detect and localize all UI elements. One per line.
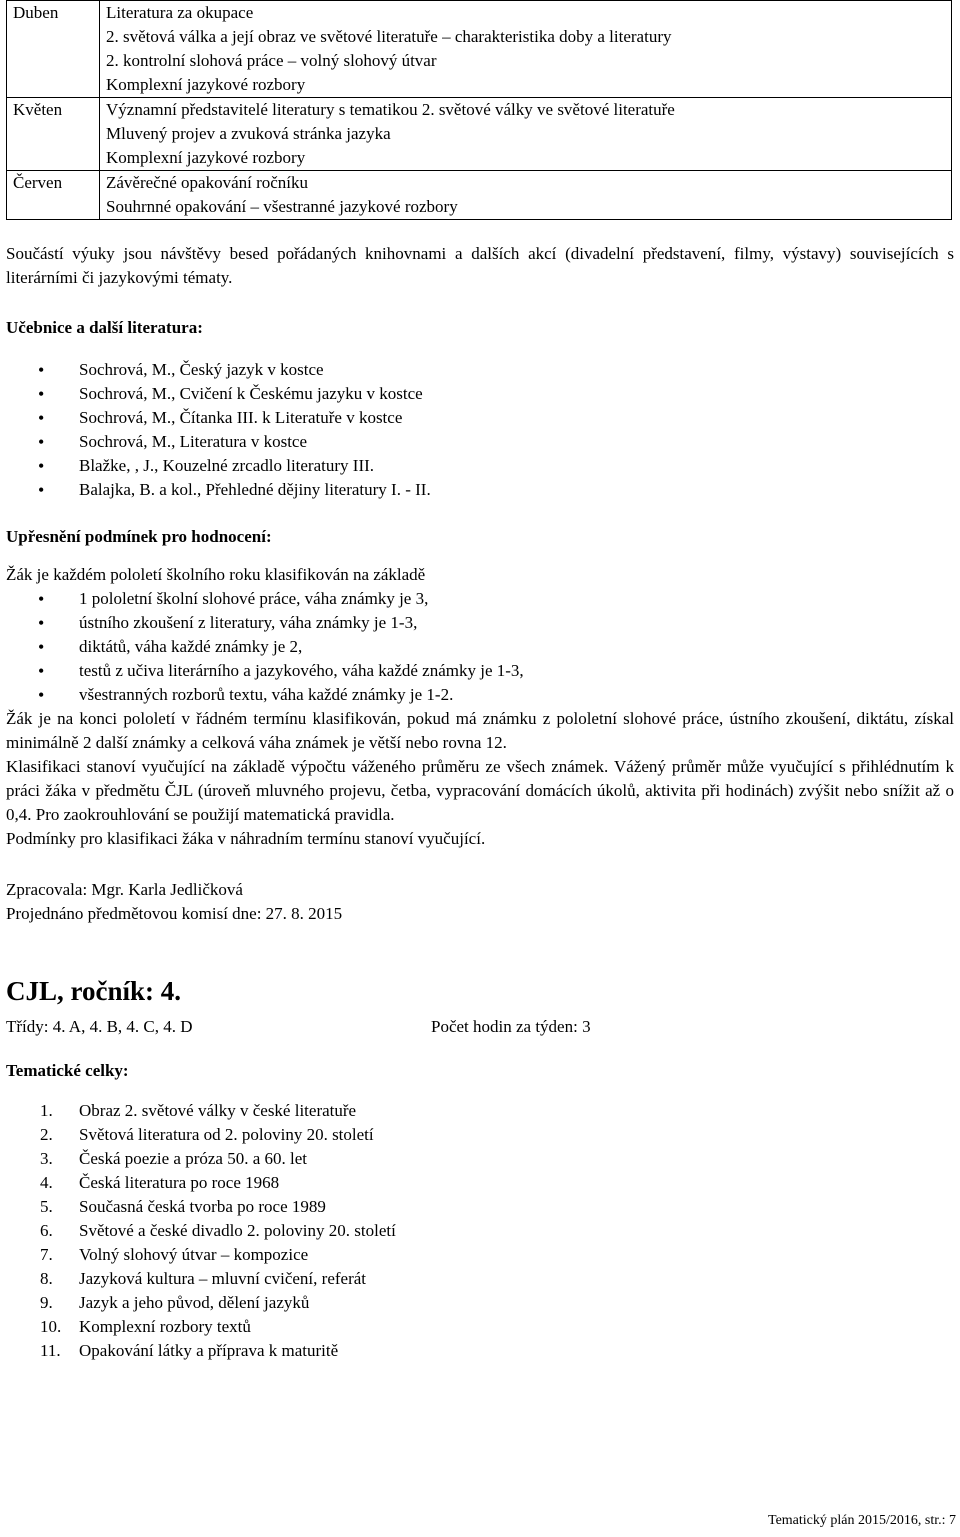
item-number: 6.	[40, 1221, 53, 1240]
list-item: Závěrečné opakování ročníku	[106, 173, 309, 192]
list-item	[40, 1243, 954, 1267]
item-text: Jazyk a jeho původ, dělení jazyků	[79, 1293, 310, 1312]
document-page	[6, 0, 954, 1363]
section-title: CJL, ročník: 4.	[6, 976, 182, 1006]
item-number: 7.	[40, 1245, 53, 1264]
classes-row	[6, 1015, 954, 1039]
table-row	[7, 1, 952, 98]
list-item: • Sochrová, M., Literatura v kostce	[79, 430, 954, 454]
item-text: Česká poezie a próza 50. a 60. let	[79, 1149, 307, 1168]
item-text: Česká literatura po roce 1968	[79, 1173, 280, 1192]
grading-lead: Žák je každém pololetí školního roku klasifikován na základě	[6, 565, 426, 584]
list-item: Souhrnné opakování – všestranné jazykové rozbory	[106, 197, 458, 216]
author-line: Zpracovala: Mgr. Karla Jedličková	[6, 880, 243, 899]
grading-paragraph-2: Klasifikaci stanoví vyučující na základě výpočtu váženého průměru ze všech známek. Vážený průměr může vyučující s přihlédnutím k práci žáka v předmětu ČJL (úroveň mluvného projevu, četba, vypracování domácích úkolů, aktivita při hodinách) zvýšit nebo snížit až o 0,4. Pro zaokrouhlování se použijí matematická pravidla.	[6, 757, 954, 824]
item-number: 5.	[40, 1197, 53, 1216]
month-cell	[7, 1, 100, 98]
table-row	[7, 98, 952, 171]
item-number: 11.	[40, 1341, 61, 1360]
list-item: Významní představitelé literatury s tematikou 2. světové války ve světové literatuře	[106, 100, 675, 119]
list-item	[40, 1171, 954, 1195]
list-item	[40, 1147, 954, 1171]
item-text: Volný slohový útvar – kompozice	[79, 1245, 309, 1264]
list-item: • Sochrová, M., Čítanka III. k Literatuře v kostce	[79, 406, 954, 430]
grading-paragraph-3: Podmínky pro klasifikaci žáka v náhradním termínu stanoví vyučující.	[6, 829, 486, 848]
grading-list	[6, 587, 954, 707]
hours-text: Počet hodin za týden: 3	[431, 1017, 591, 1036]
list-item: • Balajka, B. a kol., Přehledné dějiny literatury I. - II.	[79, 478, 954, 502]
topics-cell	[100, 171, 952, 220]
item-number: 3.	[40, 1149, 53, 1168]
schedule-table	[6, 0, 952, 220]
item-number: 2.	[40, 1125, 53, 1144]
topics-heading: Tematické celky:	[6, 1061, 129, 1080]
item-text: Světová literatura od 2. poloviny 20. století	[79, 1125, 374, 1144]
approval-line: Projednáno předmětovou komisí dne: 27. 8. 2015	[6, 904, 343, 923]
item-number: 9.	[40, 1293, 53, 1312]
list-item	[40, 1267, 954, 1291]
list-item	[40, 1315, 954, 1339]
month-cell	[7, 171, 100, 220]
item-text: Světové a české divadlo 2. poloviny 20. století	[79, 1221, 396, 1240]
topics-cell	[100, 98, 952, 171]
item-text: Jazyková kultura – mluvní cvičení, referát	[79, 1269, 366, 1288]
topics-cell	[100, 1, 952, 98]
classes-text: Třídy: 4. A, 4. B, 4. C, 4. D	[6, 1017, 193, 1036]
item-text: Obraz 2. světové války v české literatuře	[79, 1101, 357, 1120]
list-item: Komplexní jazykové rozbory	[106, 148, 306, 167]
list-item: • Sochrová, M., Český jazyk v kostce	[79, 358, 954, 382]
item-text: Komplexní rozbory textů	[79, 1317, 251, 1336]
intro-paragraph: Součástí výuky jsou návštěvy besed pořádaných knihovnami a dalších akcí (divadelní představení, filmy, výstavy) souvisejících s literárními či jazykovými tématy.	[6, 244, 954, 287]
list-item	[40, 1099, 954, 1123]
list-item	[40, 1339, 954, 1363]
list-item	[40, 1123, 954, 1147]
books-list	[6, 358, 954, 502]
list-item: • testů z učiva literárního a jazykového, váha každé známky je 1-3,	[79, 659, 954, 683]
list-item: Literatura za okupace	[106, 3, 254, 22]
item-number: 1.	[40, 1101, 53, 1120]
list-item	[40, 1195, 954, 1219]
month-label: Červen	[13, 173, 63, 192]
month-label: Květen	[13, 100, 63, 119]
month-cell	[7, 98, 100, 171]
list-item: Komplexní jazykové rozbory	[106, 75, 306, 94]
list-item	[40, 1219, 954, 1243]
list-item: 2. světová válka a její obraz ve světové literatuře – charakteristika doby a literatury	[106, 27, 672, 46]
list-item: • 1 pololetní školní slohové práce, váha známky je 3,	[79, 587, 954, 611]
page-footer: Tematický plán 2015/2016, str.: 7	[768, 1513, 956, 1528]
list-item: • Blažke, , J., Kouzelné zrcadlo literatury III.	[79, 454, 954, 478]
list-item: • všestranných rozborů textu, váha každé známky je 1-2.	[79, 683, 954, 707]
list-item: 2. kontrolní slohová práce – volný slohový útvar	[106, 51, 437, 70]
month-label: Duben	[13, 3, 59, 22]
list-item	[40, 1291, 954, 1315]
table-row	[7, 171, 952, 220]
topics-list	[6, 1099, 954, 1363]
item-number: 8.	[40, 1269, 53, 1288]
item-number: 4.	[40, 1173, 53, 1192]
list-item: • Sochrová, M., Cvičení k Českému jazyku v kostce	[79, 382, 954, 406]
list-item: • ústního zkoušení z literatury, váha známky je 1-3,	[79, 611, 954, 635]
grading-heading: Upřesnění podmínek pro hodnocení:	[6, 527, 272, 546]
books-heading: Učebnice a další literatura:	[6, 318, 203, 337]
item-text: Současná česká tvorba po roce 1989	[79, 1197, 326, 1216]
item-number: 10.	[40, 1317, 62, 1336]
list-item: Mluvený projev a zvuková stránka jazyka	[106, 124, 391, 143]
item-text: Opakování látky a příprava k maturitě	[79, 1341, 339, 1360]
list-item: • diktátů, váha každé známky je 2,	[79, 635, 954, 659]
grading-paragraph-1: Žák je na konci pololetí v řádném termínu klasifikován, pokud má známku z pololetní slohové práce, ústního zkoušení, diktátu, získal minimálně 2 další známky a celková váha známek je větší nebo rovna 12.	[6, 709, 954, 752]
